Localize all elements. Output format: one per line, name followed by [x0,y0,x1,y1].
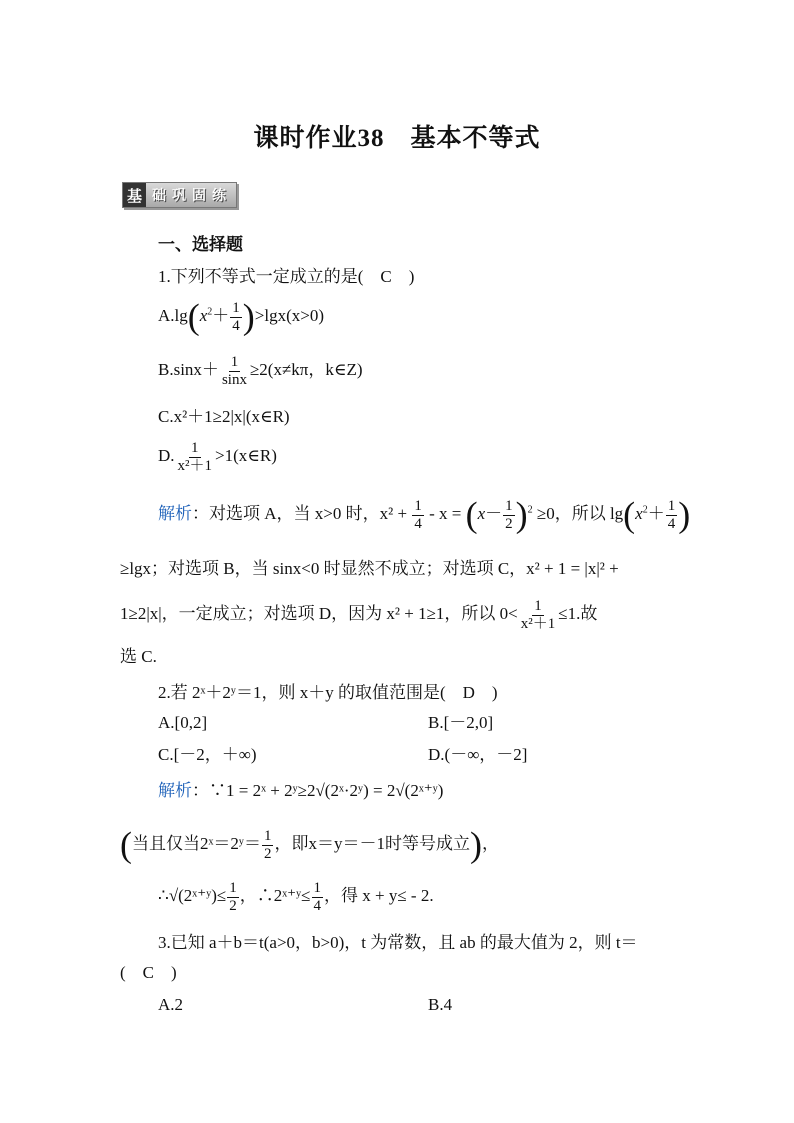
analysis-label-2: 解析 [158,781,192,800]
q3-stem-line1: 3.已知 a＋b＝t(a>0，b>0)，t 为常数，且 ab 的最大值为 2，则 t＝ [158,933,638,952]
q1-option-d: D. $\frac{1}{\text{x²＋1}}$ >1(x∈R) [158,440,277,474]
q3-option-a: A.2 [158,995,184,1014]
q2-solution-line2: (当且仅当2ˣ＝2ʸ＝ $\frac{1}{2}$ ，即x＝y＝－1时等号成立)， [120,824,499,865]
q1-solution-line4: 选 C. [120,647,157,666]
q2-solution-line1: 解析：∵1 = 2ˣ + 2ʸ≥2√(2ˣ·2ʸ) = 2√(2ˣ⁺ʸ) [158,781,444,800]
q1-option-c: C.x²＋1≥2|x|(x∈R) [158,407,290,426]
q1-option-b: B.sinx＋ $\frac{1}{\sin x}$ ≥2(x≠kπ，k∈Z) [158,354,363,388]
q1-stem: 1.下列不等式一定成立的是( C ) [158,267,415,286]
q1-solution-line2: ≥lgx；对选项 B，当 sinx<0 时显然不成立；对选项 C，x² + 1 = |x|² + [120,559,619,578]
page-title: 课时作业38 基本不等式 [253,125,541,152]
analysis-label: 解析 [158,503,192,523]
section-badge [122,182,237,208]
q1-b-frac: $\frac{1}{\sin x}$ [221,354,247,388]
section-badge-rest: 础巩固练 [152,189,233,204]
q2-option-b: B.[－2,0] [428,713,494,732]
q1-a-frac: $\frac{1}{4}$ [232,300,240,334]
q3-option-b: B.4 [428,995,453,1014]
q2-solution-line3: ∴√(2ˣ⁺ʸ)≤ $\frac{1}{2}$ ，∴2ˣ⁺ʸ≤ $\frac{1}{4}$ ，得 x + y≤ - 2. [158,880,434,914]
heading-choice: 一、选择题 [158,235,243,254]
q2-stem: 2.若 2ˣ＋2ʸ＝1，则 x＋y 的取值范围是( D ) [158,683,498,702]
q1-a-prefix: A.lg [158,305,188,325]
q1-option-a: $A.\lg(x^2+$ $\frac{1}{4}$ )>lgx(x>0) [158,296,325,337]
q1-a-suffix: >lgx(x>0) [254,305,325,325]
q2-option-c: C.[－2，＋∞) [158,745,257,764]
q1-solution-line1: 解析：对选项 A，当 x>0 时，x² + $\frac{1}{4}$ - x = (x－ $\frac{1}{2}$ )$^2$ ≥0，所以 $\lg(x^2+$ $\frac{1}{4}$ ) [158,494,691,535]
q1-d-frac: $\frac{1}{\text{x²＋1}}$ [177,440,213,474]
q2-option-a: A.[0,2] [158,713,208,732]
q3-stem-line2: ( C ) [120,963,177,982]
q2-option-d: D.(－∞，－2] [428,745,528,764]
q1-solution-line3: 1≥2|x|，一定成立；对选项 D，因为 x² + 1≥1，所以 0< $\frac{1}{\text{x²＋1}}$ ≤1.故 [120,598,598,632]
section-badge-first: 基 [123,183,146,207]
